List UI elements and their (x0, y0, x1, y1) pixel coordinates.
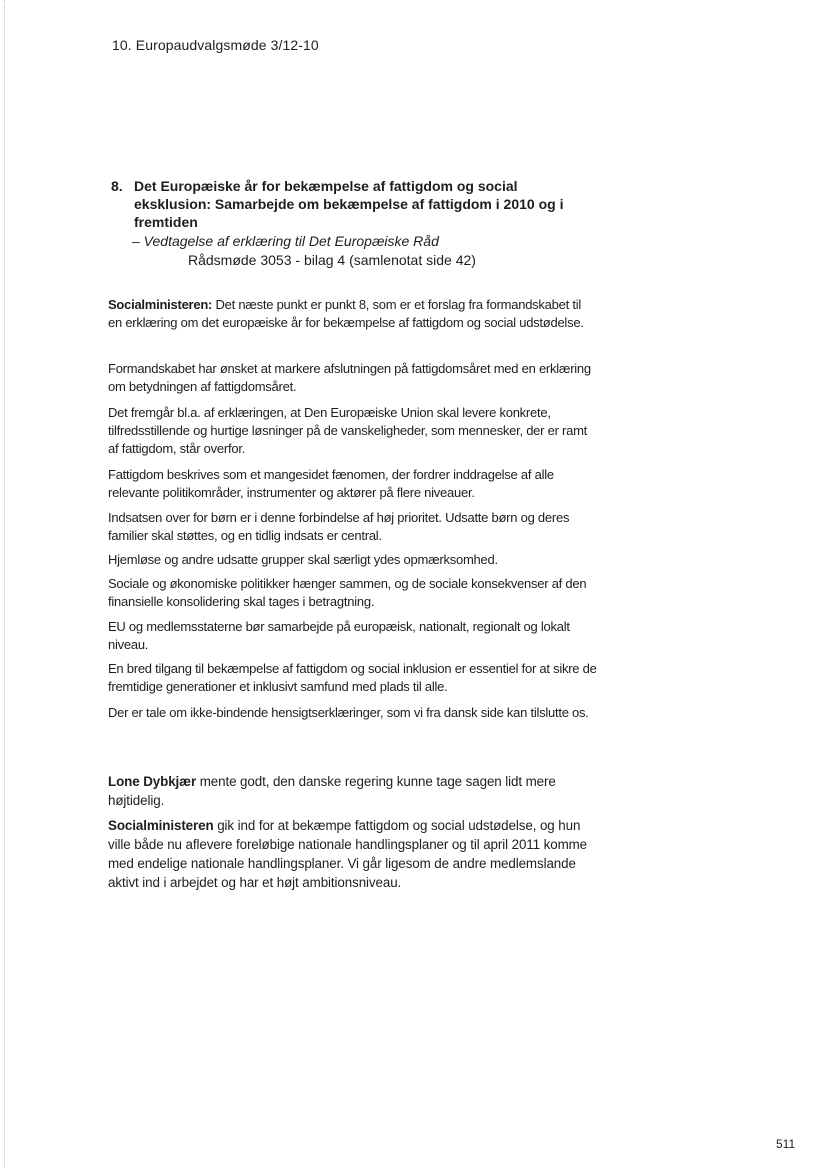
paragraph-text: Fattigdom beskrives som et mangesidet fænomen, der fordrer inddragelse af alle relevante politikområder, instrumenter og aktører på flere niveauer. (108, 467, 554, 500)
paragraph-text: Formandskabet har ønsket at markere afslutningen på fattigdomsåret med en erklæring om betydningen af fattigdomsåret. (108, 361, 591, 394)
agenda-title: Det Europæiske år for bekæmpelse af fattigdom og social eksklusion: Samarbejde om bekæmpelse af fattigdom i 2010 og i fremtiden (134, 178, 564, 230)
agenda-number: 8. (111, 178, 123, 194)
agenda-reference: Rådsmøde 3053 - bilag 4 (samlenotat side 42) (188, 252, 476, 268)
paragraph-text: EU og medlemsstaterne bør samarbejde på europæisk, nationalt, regionalt og lokalt niveau. (108, 619, 570, 652)
paragraph-11 (108, 772, 593, 810)
paragraph-3 (108, 404, 598, 458)
paragraph-6 (108, 551, 598, 569)
paragraph-12 (108, 816, 593, 892)
paragraph-10 (108, 704, 598, 722)
speaker-name: Socialministeren (108, 818, 214, 833)
agenda-item (111, 177, 581, 270)
paragraph-text: Det fremgår bl.a. af erklæringen, at Den Europæiske Union skal levere konkrete, tilfredsstillende og hurtige løsninger på de vanskeligheder, som mennesker, der er ramt af fattigdom, står overfor. (108, 405, 588, 456)
paragraph-text: Det næste punkt er punkt 8, som er et forslag fra formandskabet til en erklæring om det europæiske år for bekæmpelse af fattigdom og social udstødelse. (108, 297, 584, 330)
agenda-subtitle: – Vedtagelse af erklæring til Det Europæiske Råd (132, 233, 439, 249)
paragraph-9 (108, 660, 598, 696)
paragraph-8 (108, 618, 598, 654)
paragraph-4 (108, 466, 598, 502)
paragraph-1 (108, 296, 598, 332)
paragraph-2 (108, 360, 598, 396)
paragraph-text: Sociale og økonomiske politikker hænger sammen, og de sociale konsekvenser af den finansielle konsolidering skal tages i betragtning. (108, 576, 587, 609)
page-number: 511 (776, 1137, 796, 1151)
speaker-name: Socialministeren: (108, 297, 213, 312)
paragraph-text: mente godt, den danske regering kunne tage sagen lidt mere højtidelig. (108, 774, 556, 808)
paragraph-text: Der er tale om ikke-bindende hensigtserklæringer, som vi fra dansk side kan tilslutte os. (108, 705, 589, 720)
scan-margin-line (4, 0, 5, 1168)
paragraph-text: gik ind for at bekæmpe fattigdom og social udstødelse, og hun ville både nu aflevere foreløbige nationale handlingsplaner og til april 2011 komme med endelige nationale handlingsplaner. Vi går ligesom de andre medlemslande aktivt ind i arbejdet og har et højt ambitionsniveau. (108, 818, 588, 890)
paragraph-5 (108, 509, 598, 545)
paragraph-text: Hjemløse og andre udsatte grupper skal særligt ydes opmærksomhed. (108, 552, 498, 567)
speaker-name: Lone Dybkjær (108, 774, 197, 789)
paragraph-text: Indsatsen over for børn er i denne forbindelse af høj prioritet. Udsatte børn og deres familier skal støttes, og en tidlig indsats er central. (108, 510, 570, 543)
page-header: 10. Europaudvalgsmøde 3/12-10 (112, 37, 319, 53)
paragraph-text: En bred tilgang til bekæmpelse af fattigdom og social inklusion er essentiel for at sikre de fremtidige generationer et inklusivt samfund med plads til alle. (108, 661, 597, 694)
paragraph-7 (108, 575, 598, 611)
